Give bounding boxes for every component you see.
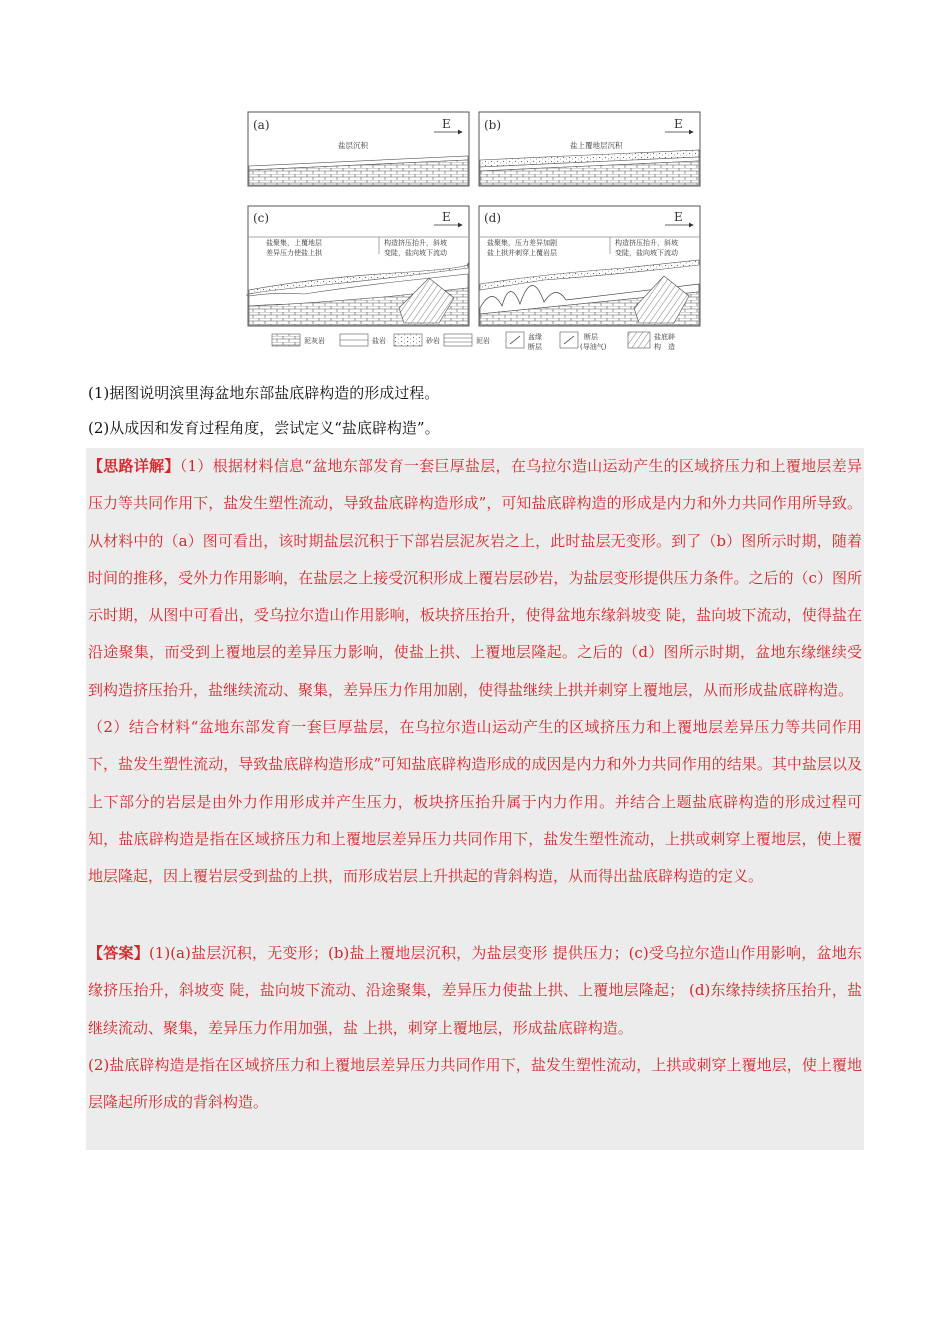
panel-c-direction: E: [442, 210, 451, 224]
answer-paragraph-1: [88, 935, 862, 1047]
panel-c-right-note-1: 构造挤压抬升，斜坡: [384, 239, 447, 247]
question-2: (2)从成因和发育过程角度，尝试定义“盐底辟构造”。: [88, 419, 440, 437]
legend: [272, 332, 675, 351]
answer-section: [88, 935, 862, 1121]
figure-svg: [244, 108, 706, 358]
geology-figure: [244, 108, 706, 358]
legend-swatch-marl: [272, 334, 300, 346]
legend-label-diapir-2: 构 造: [654, 343, 675, 351]
legend-label-fault-2: (导油气): [580, 343, 607, 351]
panel-d-direction: E: [674, 210, 683, 224]
panel-c-label: (c): [253, 211, 270, 225]
panel-d-label: (d): [484, 211, 502, 225]
answer-paragraph-2: (2)盐底辟构造是指在区域挤压力和上覆地层差异压力共同作用下，盐发生塑性流动，上拱或刺穿上覆地层，使上覆地层隆起所形成的背斜构造。: [88, 1055, 862, 1112]
panel-c-right-note-2: 变陡，盐向坡下流动: [384, 249, 447, 257]
legend-label-sandstone: 砂岩: [426, 337, 440, 345]
panel-d-left-note-1: 盐聚集，压力差异加剧: [487, 239, 557, 247]
analysis-tag: 【思路详解】: [88, 457, 180, 475]
panel-c-left-note-1: 盐聚集，上覆地层: [266, 239, 322, 247]
solution-panel: [86, 448, 864, 1150]
legend-label-salt: 盐岩: [372, 337, 386, 345]
panel-b-label: (b): [484, 118, 502, 132]
question-1: (1)据图说明滨里海盆地东部盐底辟构造的形成过程。: [88, 384, 440, 402]
panel-d-left-note-2: 盐上拱并刺穿上覆岩层: [487, 249, 557, 257]
panel-a-caption: 盐层沉积: [338, 141, 368, 150]
panel-c: [247, 206, 469, 326]
analysis-paragraph-2: （2）结合材料“盆地东部发育一套巨厚盐层，在乌拉尔造山运动产生的区域挤压力和上覆地层差异压力等共同作用下，盐发生塑性流动，导致盐底辟构造形成”可知盐底辟构造形成的成因是内力和外力共同作用的结果。其中盐层以及上下部分的岩层是由外力作用形成并产生压力，板块挤压抬升属于内力作用。并结合上题盐底辟构造的形成过程可知，盐底辟构造是指在区域挤压力和上覆地层差异压力共同作用下，盐发生塑性流动，上拱或刺穿上覆地层，使上覆地层隆起，因上覆岩层受到盐的上拱，而形成岩层上升拱起的背斜构造，从而得出盐底辟构造的定义。: [88, 718, 862, 886]
legend-label-marl: 泥灰岩: [304, 337, 325, 345]
legend-swatch-sandstone: [394, 334, 422, 346]
panel-d-right-note-2: 变陡，盐向坡下流动: [615, 249, 678, 257]
legend-label-mudstone: 泥岩: [476, 337, 490, 345]
panel-b-direction: E: [674, 117, 683, 131]
analysis-section: [88, 448, 862, 896]
panel-a-label: (a): [253, 118, 270, 132]
panel-a: [248, 112, 469, 186]
legend-swatch-diapir: [628, 332, 650, 348]
legend-label-diapir-1: 盐底辟: [654, 333, 675, 341]
panel-a-direction: E: [442, 117, 451, 131]
analysis-text-1: （1）根据材料信息“盆地东部发育一套巨厚盐层，在乌拉尔造山运动产生的区域挤压力和上覆地层差异压力等共同作用下，盐发生塑性流动，导致盐底辟构造形成”，可知盐底辟构造的形成是内力和外力共同作用所导致。从材料中的（a）图可看出，该时期盐层沉积于下部岩层泥灰岩之上，此时盐层无变形。到了（b）图所示时期，随着时间的推移，受外力作用影响，在盐层之上接受沉积形成上覆岩层砂岩，为盐层变形提供压力条件。之后的（c）图所示时期，从图中可看出，受乌拉尔造山作用影响，板块挤压抬升，使得盆地东缘斜坡变 陡，盐向坡下流动，使得盐在沿途聚集，而受到上覆地层的差异压力影响，使盐上拱、上覆地层隆起。之后的（d）图所示时期，盆地东缘继续受到构造挤压抬升，盐继续流动、聚集，差异压力作用加剧，使得盐继续上拱并刺穿上覆地层，从而形成盐底辟构造。: [88, 457, 862, 699]
panel-d-right-note-1: 构造挤压抬升，斜坡: [615, 239, 678, 247]
analysis-paragraph-1: [88, 448, 862, 709]
panel-d: [479, 206, 700, 326]
legend-label-basin-fault-1: 盆缘: [528, 333, 542, 341]
legend-label-basin-fault-2: 断层: [528, 343, 542, 351]
legend-swatch-mudstone: [444, 334, 472, 346]
legend-label-fault-1: 断层: [584, 333, 598, 341]
panel-b: [479, 112, 700, 186]
panel-c-left-note-2: 差异压力使盐上拱: [266, 249, 322, 257]
answer-text-1: (1)(a)盐层沉积，无变形；(b)盐上覆地层沉积，为盐层变形 提供压力；(c)受乌拉尔造山作用影响，盆地东缘挤压抬升，斜坡变 陡，盐向坡下流动、沿途聚集，差异压力使盐上拱、上覆地层隆起； (d)东缘持续挤压抬升，盐继续流动、聚集，差异压力作用加强，盐 上拱，刺穿上覆地层，形成盐底辟构造。: [88, 944, 862, 1037]
answer-tag: 【答案】: [88, 944, 149, 962]
panel-b-caption: 盐上覆地层沉积: [570, 141, 623, 150]
